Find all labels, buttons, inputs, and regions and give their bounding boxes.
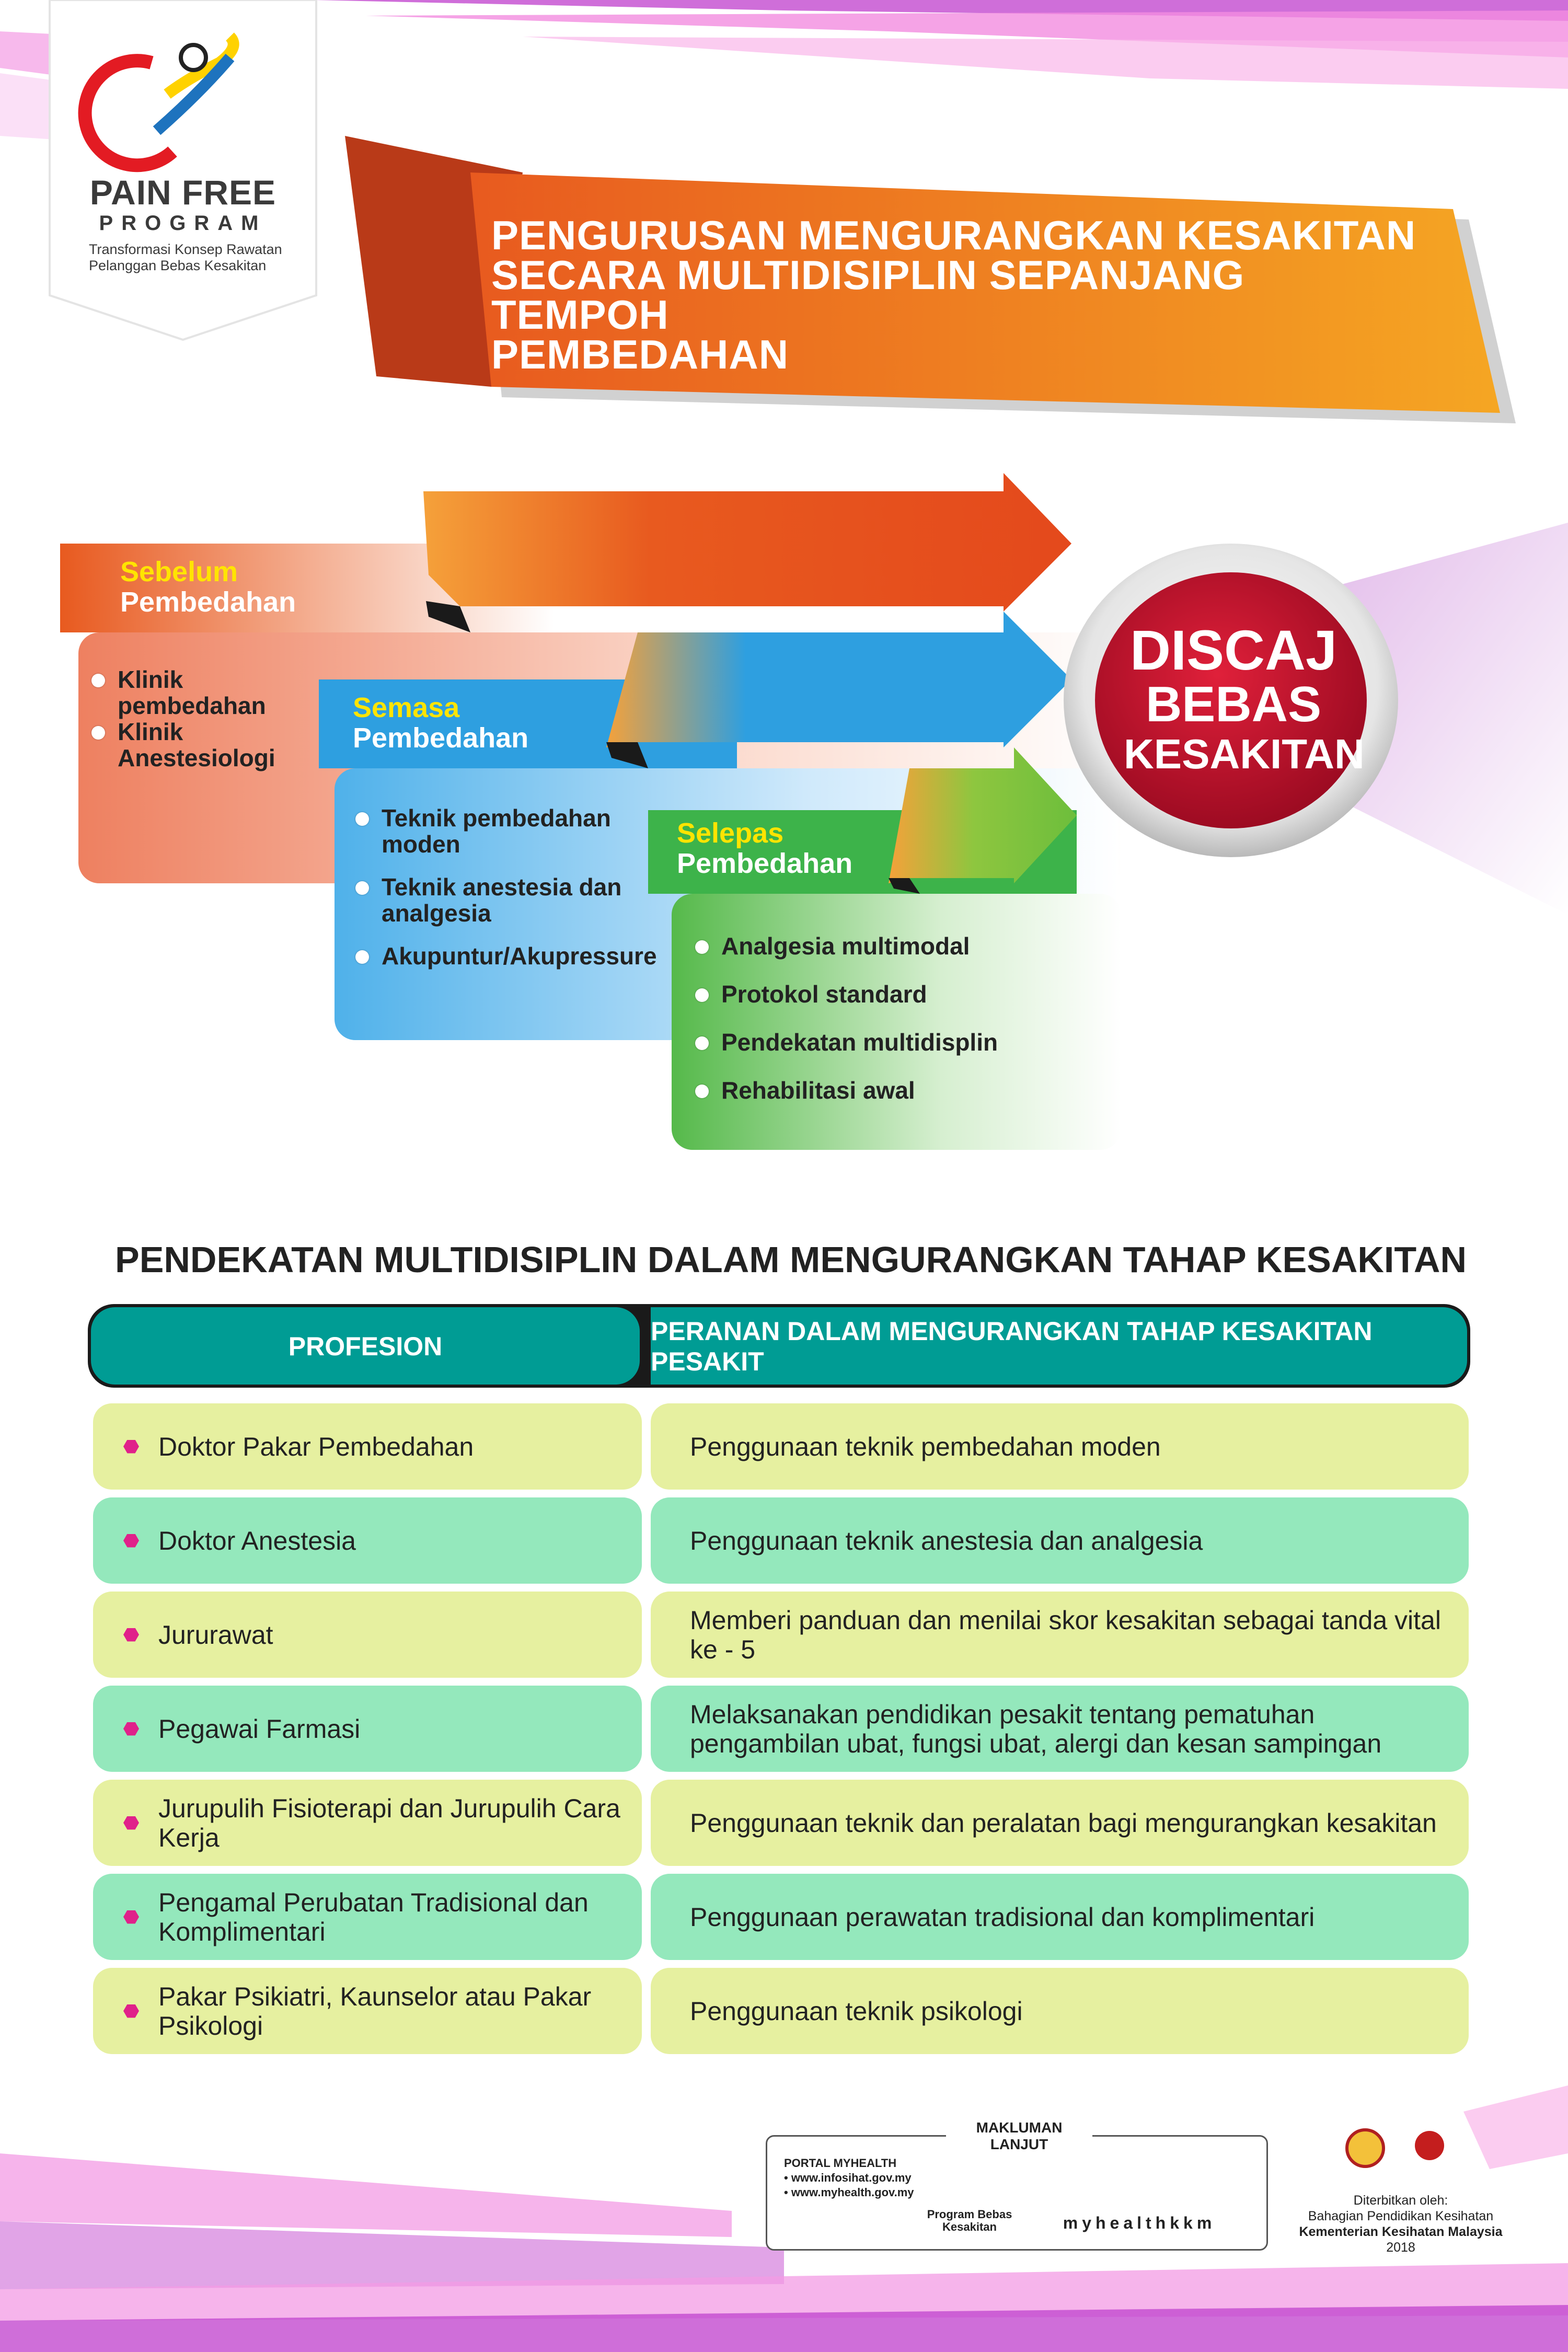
page-title <box>491 212 1432 377</box>
phase-during-title <box>353 693 528 753</box>
hexagon-bullet-icon <box>123 1628 139 1642</box>
bullet-icon <box>91 726 105 740</box>
social-handle: myhealthkkm <box>1063 2213 1216 2232</box>
table-row <box>651 1403 1469 1490</box>
list-item: Rehabilitasi awal <box>695 1077 1035 1103</box>
table-row <box>651 1592 1469 1678</box>
role-cell: Penggunaan teknik pembedahan moden <box>690 1432 1161 1461</box>
list-item: Klinik Anestesiologi <box>91 719 332 771</box>
list-item: Klinik pembedahan <box>91 666 332 719</box>
page-title-line-1: PENGURUSAN MENGURANGKAN KESAKITAN <box>491 212 1416 258</box>
table-row <box>651 1968 1469 2054</box>
table-row <box>93 1497 642 1584</box>
bullet-icon <box>91 674 105 687</box>
hexagon-bullet-icon <box>123 1534 139 1548</box>
logo-subtitle: PROGRAM <box>99 212 267 235</box>
healthy-lifestyle-logo-icon <box>1415 2131 1444 2160</box>
publisher-line-1: Diterbitkan oleh: <box>1353 2193 1448 2208</box>
discharge-line-3: KESAKITAN <box>1124 731 1365 777</box>
table-row <box>651 1497 1469 1584</box>
bullet-icon <box>355 950 369 964</box>
table-row <box>651 1780 1469 1866</box>
table-row <box>93 1780 642 1866</box>
list-item: Teknik anestesia dan analgesia <box>355 874 627 926</box>
table-header-role: PERANAN DALAM MENGURANGKAN TAHAP KESAKITAN PESAKIT <box>651 1317 1373 1376</box>
list-item: Akupuntur/Akupressure <box>355 943 627 969</box>
bullet-icon <box>695 1085 709 1098</box>
profession-cell: Doktor Pakar Pembedahan <box>158 1432 474 1461</box>
role-cell: Penggunaan teknik anestesia dan analgesia <box>690 1526 1203 1555</box>
publisher-line-3: Kementerian Kesihatan Malaysia <box>1299 2224 1503 2239</box>
phase-during-list <box>355 804 657 970</box>
table-row <box>93 1968 642 2054</box>
page-title-line-2: SECARA MULTIDISIPLIN SEPANJANG TEMPOH <box>491 252 1245 338</box>
program-facebook-label <box>917 2208 1022 2233</box>
portal-label: PORTAL MYHEALTH <box>784 2157 897 2170</box>
list-item: Teknik pembedahan moden <box>355 805 627 857</box>
discharge-line-2: BEBAS <box>1145 676 1322 732</box>
logo-title: PAIN FREE <box>89 173 276 212</box>
profession-cell: Jurupulih Fisioterapi dan Jurupulih Cara Kerja <box>158 1793 620 1852</box>
list-item: Analgesia multimodal <box>695 933 1035 959</box>
role-cell: Penggunaan perawatan tradisional dan komplimentari <box>690 1902 1315 1932</box>
logo-tagline-line-2: Pelanggan Bebas Kesakitan <box>89 258 267 273</box>
profession-cell: Pegawai Farmasi <box>158 1714 361 1744</box>
program-label-line-1: Program Bebas <box>927 2208 1012 2221</box>
section-title: PENDEKATAN MULTIDISIPLIN DALAM MENGURANGKAN TAHAP KESAKITAN <box>115 1239 1467 1280</box>
phase-during-title-1: Semasa <box>353 692 460 723</box>
bullet-icon <box>695 1036 709 1050</box>
role-cell: Memberi panduan dan menilai skor kesakitan sebagai tanda vital ke - 5 <box>690 1605 1441 1664</box>
phase-after-title-1: Selepas <box>677 817 784 849</box>
portal-link-infosihat[interactable]: • www.infosihat.gov.my <box>784 2171 912 2184</box>
publisher-year: 2018 <box>1386 2240 1415 2255</box>
table-row <box>93 1686 642 1772</box>
profession-cell: Doktor Anestesia <box>158 1526 356 1555</box>
bullet-icon <box>355 812 369 826</box>
hexagon-bullet-icon <box>123 2004 139 2018</box>
role-cell: Penggunaan teknik dan peralatan bagi mengurangkan kesakitan <box>690 1808 1437 1838</box>
table-row <box>93 1592 642 1678</box>
program-label-line-2: Kesakitan <box>942 2220 997 2233</box>
profession-cell: Jururawat <box>158 1620 273 1650</box>
table-row <box>651 1874 1469 1960</box>
bullet-icon <box>695 988 709 1002</box>
phase-before-list <box>91 666 332 771</box>
role-cell: Penggunaan teknik psikologi <box>690 1996 1023 2026</box>
phase-before-title-2: Pembedahan <box>120 586 296 618</box>
list-item: Protokol standard <box>695 981 1035 1007</box>
logo-tagline-line-1: Transformasi Konsep Rawatan <box>89 241 282 257</box>
table-row <box>651 1686 1469 1772</box>
discharge-badge <box>1124 618 1365 778</box>
phase-before-title-1: Sebelum <box>120 556 238 587</box>
government-crest-icon <box>1347 2130 1383 2166</box>
phase-during-title-2: Pembedahan <box>353 722 529 754</box>
bullet-icon <box>355 881 369 895</box>
footer-heading: MAKLUMAN LANJUT <box>946 2119 1092 2153</box>
hexagon-bullet-icon <box>123 1722 139 1736</box>
publisher-line-2: Bahagian Pendidikan Kesihatan <box>1308 2209 1494 2223</box>
publisher-info <box>1275 2193 1526 2255</box>
logo-tagline <box>89 241 308 274</box>
portal-link-myhealth[interactable]: • www.myhealth.gov.my <box>784 2186 914 2199</box>
profession-cell: Pengamal Perubatan Tradisional dan Komplimentari <box>158 1887 589 1946</box>
hexagon-bullet-icon <box>123 1910 139 1924</box>
table-row <box>93 1874 642 1960</box>
phase-before-title <box>120 557 296 617</box>
page-title-line-3: PEMBEDAHAN <box>491 331 789 377</box>
discharge-line-1: DISCAJ <box>1129 618 1338 682</box>
table-header-profession: PROFESION <box>288 1332 443 1361</box>
hexagon-bullet-icon <box>123 1816 139 1830</box>
phase-after-title <box>677 818 852 879</box>
table-row <box>93 1403 642 1490</box>
list-item: Pendekatan multidisplin <box>695 1029 1035 1055</box>
hexagon-bullet-icon <box>123 1440 139 1454</box>
phase-after-list <box>695 933 1035 1103</box>
profession-cell: Pakar Psikiatri, Kaunselor atau Pakar Psikologi <box>158 1981 592 2040</box>
portal-info <box>784 2156 914 2200</box>
role-cell: Melaksanakan pendidikan pesakit tentang pematuhan pengambilan ubat, fungsi ubat, alergi dan kesan sampingan <box>690 1699 1382 1758</box>
phase-after-title-2: Pembedahan <box>677 848 853 879</box>
bullet-icon <box>695 940 709 954</box>
